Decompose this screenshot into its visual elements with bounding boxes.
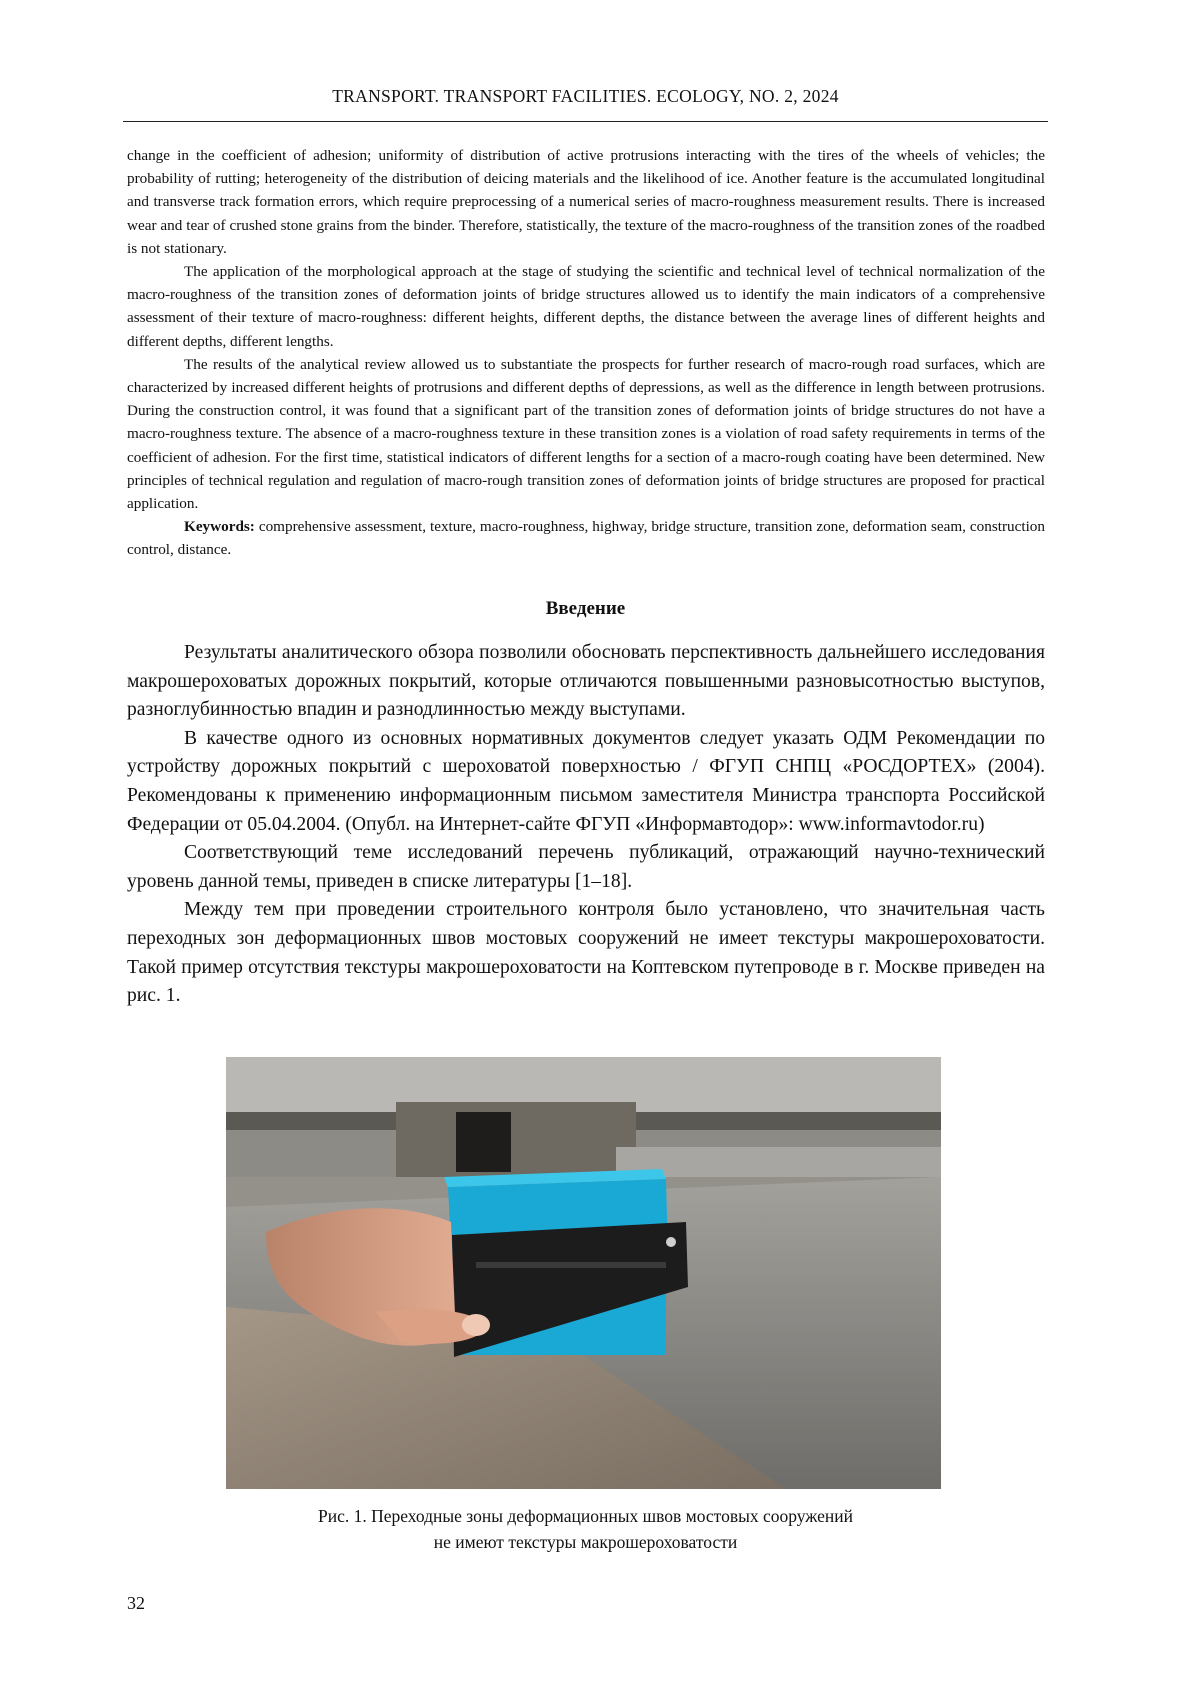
figure-photo	[226, 1057, 941, 1489]
keywords-text: comprehensive assessment, texture, macro-roughness, highway, bridge structure, transition zone, deformation seam, construction control, distance.	[127, 518, 1045, 558]
figure-caption-line: Рис. 1. Переходные зоны деформационных швов мостовых сооружений	[123, 1503, 1048, 1529]
keywords-label: Keywords:	[184, 518, 255, 535]
abstract-paragraph: The application of the morphological approach at the stage of studying the scientific and technical level of technical normalization of the macro-roughness of the transition zones of deformation joints of bridge structures allowed us to identify the main indicators of a comprehensive assessment of their texture of macro-roughness: different heights, different depths, the distance between the average lines of different heights and different depths, different lengths.	[127, 260, 1045, 353]
header-rule	[123, 121, 1048, 122]
figure-caption-line: не имеют текстуры макрошероховатости	[123, 1529, 1048, 1555]
page-number: 32	[127, 1593, 145, 1614]
body-paragraph: В качестве одного из основных нормативных документов следует указать ОДМ Рекомендации по устройству дорожных покрытий с шероховатой поверхностью / ФГУП СНПЦ «РОСДОРТЕХ» (2004). Рекомендованы к применению информационным письмом заместителя Министра транспорта Российской Федерации от 05.04.2004. (Опубл. на Интернет-сайте ФГУП «Информавтодор»: www.informavtodor.ru)	[127, 725, 1045, 839]
section-title: Введение	[123, 598, 1048, 620]
figure-photo-illustration	[226, 1057, 941, 1489]
body-paragraph: Соответствующий теме исследований перечень публикаций, отражающий научно-технический уровень данной темы, приведен в списке литературы [1–18].	[127, 839, 1045, 896]
body-text	[127, 639, 1045, 1011]
body-paragraph: Результаты аналитического обзора позволили обосновать перспективность дальнейшего исследования макрошероховатых дорожных покрытий, которые отличаются повышенными разновысотностью выступов, разноглубинностью впадин и разнодлинностью между выступами.	[127, 639, 1045, 725]
abstract-paragraph: The results of the analytical review allowed us to substantiate the prospects for further research of macro-rough road surfaces, which are characterized by increased different heights of protrusions and different depths of depressions, as well as the difference in length between protrusions. During the construction control, it was found that a significant part of the transition zones of deformation joints of bridge structures do not have a macro-roughness texture. The absence of a macro-roughness texture in these transition zones is a violation of road safety requirements in terms of the coefficient of adhesion. For the first time, statistical indicators of different lengths for a section of a macro-rough coating have been determined. New principles of technical regulation and regulation of macro-rough transition zones of deformation joints of bridge structures are proposed for practical application.	[127, 353, 1045, 515]
body-paragraph: Между тем при проведении строительного контроля было установлено, что значительная часть переходных зон деформационных швов мостовых сооружений не имеет текстуры макрошероховатости. Такой пример отсутствия текстуры макрошероховатости на Коптевском путепроводе в г. Москве приведен на рис. 1.	[127, 896, 1045, 1010]
abstract-paragraph: change in the coefficient of adhesion; uniformity of distribution of active protrusions interacting with the tires of the wheels of vehicles; the probability of rutting; heterogeneity of the distribution of deicing materials and the likelihood of ice. Another feature is the accumulated longitudinal and transverse track formation errors, which require preprocessing of a numerical series of macro-roughness measurement results. There is increased wear and tear of crushed stone grains from the binder. Therefore, statistically, the texture of the macro-roughness of the transition zones of the roadbed is not stationary.	[127, 144, 1045, 260]
figure-caption	[123, 1503, 1048, 1555]
keywords	[127, 515, 1045, 561]
running-header: TRANSPORT. TRANSPORT FACILITIES. ECOLOGY, NO. 2, 2024	[123, 86, 1048, 107]
abstract	[127, 144, 1045, 562]
